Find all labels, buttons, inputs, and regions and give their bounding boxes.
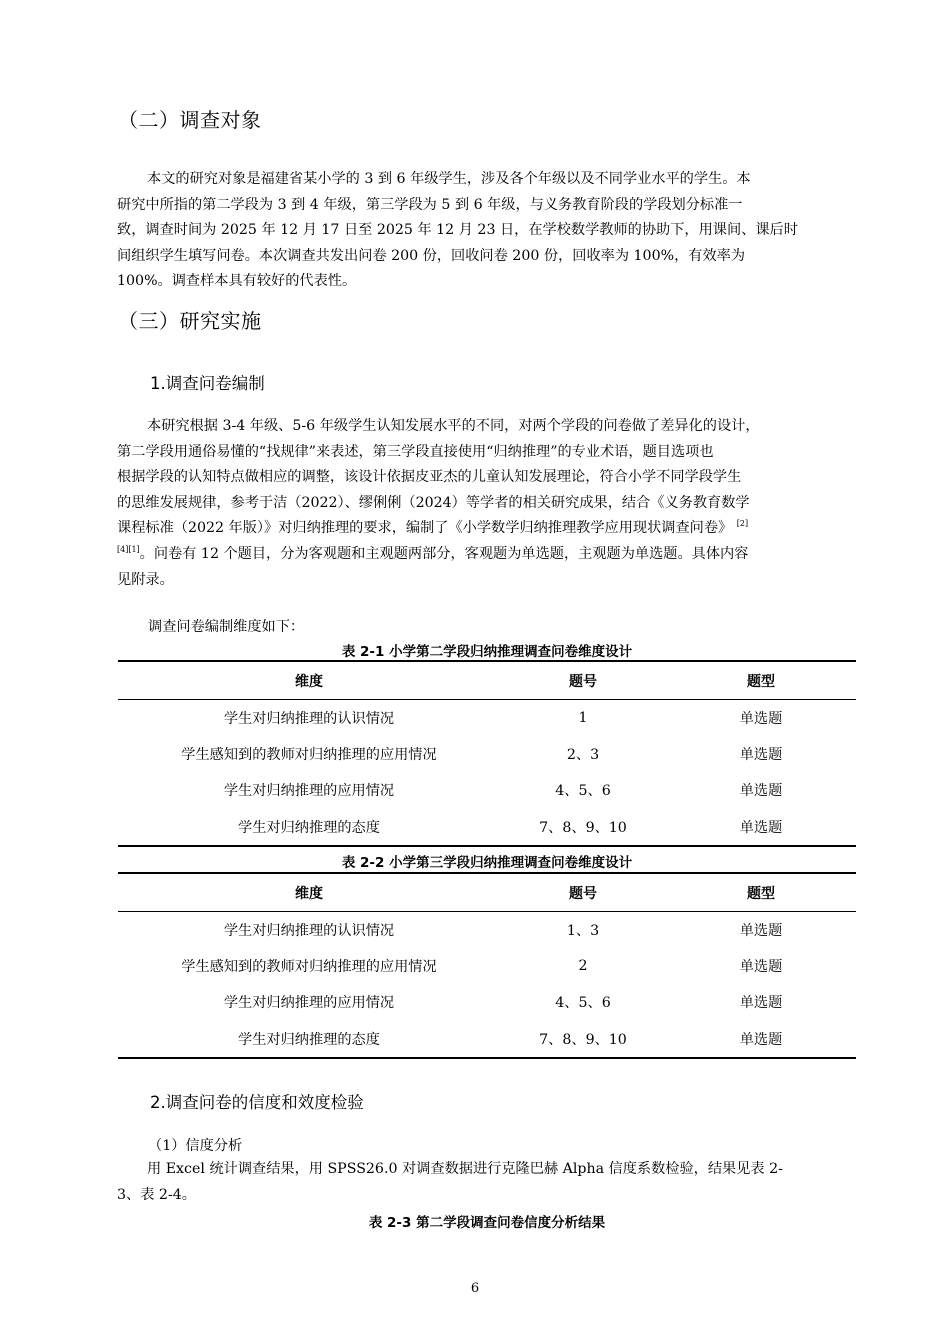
citation-ref: [4][1] <box>117 544 140 554</box>
table-cell: 学生感知到的教师对归纳推理的应用情况 <box>181 747 437 764</box>
table-cell: 1、3 <box>566 923 600 940</box>
paragraph-line: 3、表 2-4。 <box>117 1186 196 1203</box>
table-cell: 7、8、9、10 <box>539 1031 627 1048</box>
table-cell: 单选题 <box>739 923 783 940</box>
table-row <box>118 772 856 808</box>
dimension-intro-text: 调查问卷编制维度如下： <box>148 619 305 635</box>
paragraph-text: 课程标准（2022 年版）》对归纳推理的要求，编制了《小学数学归纳推理教学应用现状调查问卷》 <box>117 520 733 537</box>
table-caption: 表 2-3 第二学段调查问卷信度分析结果 <box>368 1215 606 1231</box>
section-heading-research-implementation: （三）研究实施 <box>118 309 262 333</box>
paragraph-line: 致，调查时间为 2025 年 12 月 17 日至 2025 年 12 月 23 日，在学校数学教师的协助下，用课间、课后时 <box>117 222 798 239</box>
table-cell: 单选题 <box>739 995 783 1012</box>
paragraph-line: 用 Excel 统计调查结果，用 SPSS26.0 对调查数据进行克隆巴赫 Alpha 信度系数检验，结果见表 2- <box>147 1161 783 1177</box>
column-header: 维度 <box>118 661 500 700</box>
section-heading-survey-subjects: （二）调查对象 <box>118 108 262 132</box>
table-cell: 单选题 <box>739 819 783 836</box>
column-header: 题型 <box>666 873 856 912</box>
paragraph-line: 100%。调查样本具有较好的代表性。 <box>117 273 357 290</box>
table-cell: 学生对归纳推理的认识情况 <box>223 923 395 940</box>
table-row <box>118 700 856 737</box>
table-cell: 1 <box>578 710 588 727</box>
table-cell: 7、8、9、10 <box>539 819 627 836</box>
column-header: 题号 <box>500 661 666 700</box>
questionnaire-design-paragraph <box>117 414 859 593</box>
table-caption: 表 2-2 小学第三学段归纳推理调查问卷维度设计 <box>341 855 633 871</box>
dimension-table-stage3 <box>118 872 856 1059</box>
column-header: 题号 <box>500 873 666 912</box>
table-cell: 2、3 <box>566 747 600 764</box>
table-cell: 学生对归纳推理的应用情况 <box>223 783 395 800</box>
reliability-paragraph <box>117 1157 859 1208</box>
dimension-table-stage2 <box>118 660 856 847</box>
paragraph-line: 间组织学生填写问卷。本次调查共发出问卷 200 份，回收问卷 200 份，回收率为 100%，有效率为 <box>117 247 746 264</box>
paragraph-line <box>117 516 859 542</box>
table-cell: 学生对归纳推理的认识情况 <box>223 711 395 728</box>
table-row <box>118 809 856 846</box>
table-cell: 学生感知到的教师对归纳推理的应用情况 <box>181 959 437 976</box>
paragraph-line: 研究中所指的第二学段为 3 到 4 年级，第三学段为 5 到 6 年级，与义务教育阶段的学段划分标准一 <box>117 196 743 213</box>
table-cell: 4、5、6 <box>555 783 611 800</box>
subsection-heading-questionnaire-design: 1.调查问卷编制 <box>150 374 265 393</box>
reliability-heading: （1）信度分析 <box>148 1138 243 1154</box>
table-row <box>118 984 856 1020</box>
table-cell: 单选题 <box>739 1031 783 1048</box>
table-header-row <box>118 873 856 912</box>
table-row <box>118 912 856 949</box>
table-row <box>118 736 856 772</box>
paragraph-text: 。问卷有 12 个题目，分为客观题和主观题两部分，客观题为单选题，主观题为单选题。具体内容 <box>139 545 749 562</box>
table-cell: 单选题 <box>739 711 783 728</box>
survey-subjects-paragraph <box>117 167 859 295</box>
table-caption: 表 2-1 小学第二学段归纳推理调查问卷维度设计 <box>341 644 633 660</box>
table-cell: 单选题 <box>739 959 783 976</box>
table-row <box>118 1021 856 1058</box>
table-cell: 单选题 <box>739 783 783 800</box>
table-cell: 学生对归纳推理的态度 <box>238 819 380 836</box>
column-header: 维度 <box>118 873 500 912</box>
table-cell: 4、5、6 <box>555 995 611 1012</box>
citation-ref: [2] <box>736 519 749 529</box>
table-row <box>118 948 856 984</box>
paragraph-line: 根据学段的认知特点做相应的调整，该设计依据皮亚杰的儿童认知发展理论，符合小学不同学段学生 <box>117 469 742 486</box>
paragraph-line: 第二学段用通俗易懂的“找规律”来表述，第三学段直接使用“归纳推理”的专业术语，题目选项也 <box>117 443 714 460</box>
paragraph-line: 本研究根据 3-4 年级、5-6 年级学生认知发展水平的不同，对两个学段的问卷做了差异化的设计， <box>147 418 760 434</box>
table-cell: 学生对归纳推理的应用情况 <box>223 995 395 1012</box>
page-number: 6 <box>470 1281 480 1296</box>
subsection-heading-reliability-validity: 2.调查问卷的信度和效度检验 <box>150 1093 364 1112</box>
table-header-row <box>118 661 856 700</box>
paragraph-line <box>117 542 859 568</box>
table-cell: 学生对归纳推理的态度 <box>238 1031 380 1048</box>
table-cell: 2 <box>578 958 588 975</box>
paragraph-line: 见附录。 <box>117 571 174 588</box>
paragraph-line: 的思维发展规律，参考于洁（2022）、缪俐俐（2024）等学者的相关研究成果，结合《义务教育数学 <box>117 494 750 511</box>
table-cell: 单选题 <box>739 747 783 764</box>
paragraph-line: 本文的研究对象是福建省某小学的 3 到 6 年级学生，涉及各个年级以及不同学业水平的学生。本 <box>147 171 751 187</box>
column-header: 题型 <box>666 661 856 700</box>
